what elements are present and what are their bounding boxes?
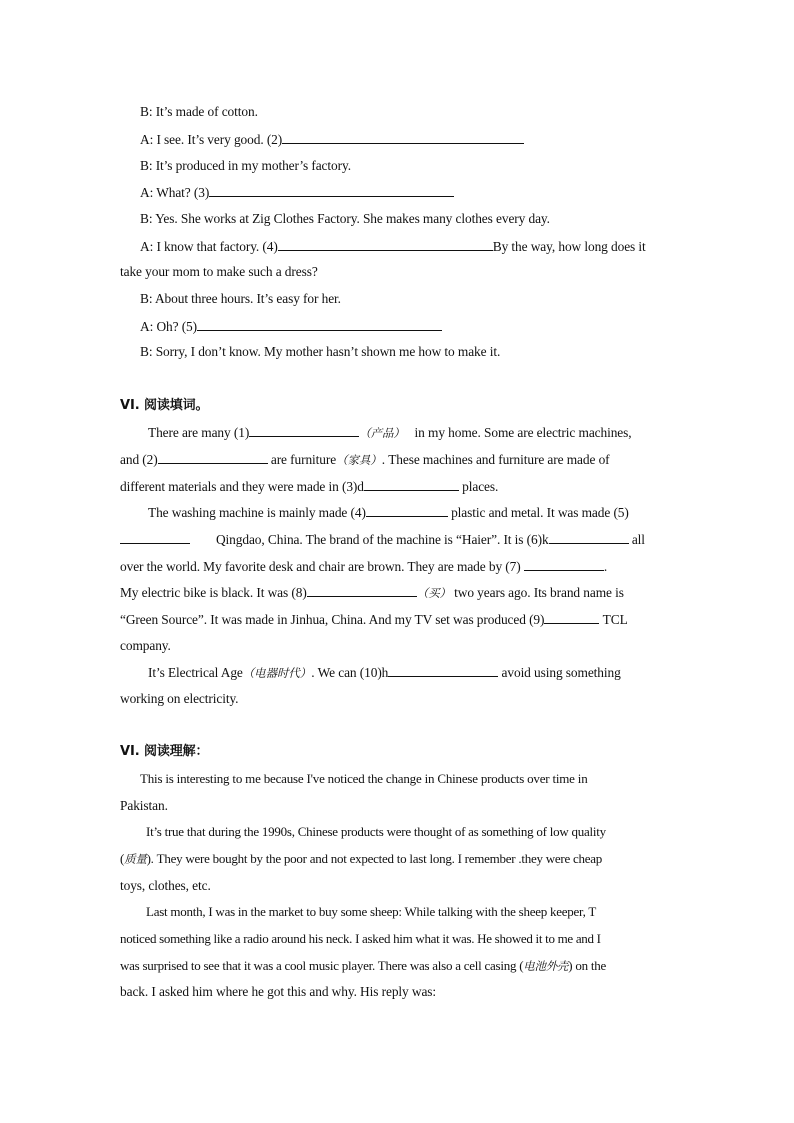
- reading-text: This is interesting to me because I've noticed the change in Chinese products over time in: [140, 771, 588, 786]
- reading-line: [120, 984, 680, 1000]
- cloze-text: . We can (10)h: [311, 665, 389, 680]
- cloze-text: all: [631, 532, 645, 547]
- cloze-text: different materials and they were made in (3)d: [120, 479, 364, 494]
- chinese-hint: 电池外壳: [523, 959, 569, 973]
- cloze-text: Qingdao, China. The brand of the machine is “Haier”. It is (6)k: [215, 532, 549, 547]
- cloze-line: [120, 611, 680, 628]
- cloze-text: plastic and metal. It was made (5): [451, 505, 629, 520]
- cloze-line: [148, 424, 708, 441]
- cloze-line: [120, 638, 680, 654]
- dialogue-line: [140, 344, 700, 360]
- dialogue-text: A: I see. It’s very good. (2): [140, 132, 283, 147]
- dialogue-line: [140, 318, 700, 335]
- cloze-text: .: [603, 559, 608, 574]
- reading-text: Last month, I was in the market to buy some sheep: While talking with the sheep keeper, T: [146, 904, 597, 919]
- reading-line: [120, 798, 680, 814]
- cloze-blank-7[interactable]: [524, 558, 604, 571]
- chinese-hint: （电器时代）: [242, 666, 312, 680]
- dialogue-line: [140, 131, 700, 148]
- section-heading-reading: VI. 阅读理解：: [120, 744, 209, 759]
- cloze-text: over the world. My favorite desk and chair are brown. They are made by (7): [120, 559, 521, 574]
- cloze-text: TCL: [602, 612, 628, 627]
- cloze-text: two years ago. Its brand name is: [454, 585, 624, 600]
- cloze-text: working on electricity.: [120, 691, 239, 706]
- reading-line: [120, 931, 680, 947]
- cloze-blank-9[interactable]: [544, 611, 599, 624]
- dialogue-line: [140, 184, 700, 201]
- cloze-text: and (2): [120, 452, 158, 467]
- dialogue-line: [140, 291, 700, 307]
- reading-line: [120, 958, 680, 974]
- reading-line: [146, 904, 706, 920]
- reading-line: [120, 851, 680, 867]
- cloze-blank-6[interactable]: [549, 531, 629, 544]
- cloze-text: “Green Source”. It was made in Jinhua, China. And my TV set was produced (9): [120, 612, 545, 627]
- cloze-blank-10[interactable]: [388, 664, 498, 677]
- chinese-hint: 质量: [124, 852, 147, 866]
- cloze-blank-2[interactable]: [158, 451, 268, 464]
- cloze-text: There are many (1): [148, 425, 250, 440]
- cloze-text: avoid using something: [501, 665, 621, 680]
- cloze-line: [120, 451, 680, 468]
- dialogue-line: [140, 211, 700, 227]
- cloze-line: [120, 584, 680, 601]
- dialogue-line: [140, 158, 700, 174]
- reading-text: ). They were bought by the poor and not expected to last long. I remember .they were cheap: [146, 851, 603, 866]
- chinese-hint: （产品）: [359, 426, 405, 440]
- cloze-line: [120, 478, 680, 495]
- cloze-text: company.: [120, 638, 171, 653]
- dialogue-text: take your mom to make such a dress?: [120, 264, 318, 279]
- reading-line: [120, 878, 680, 894]
- chinese-hint: （买）: [416, 586, 451, 600]
- cloze-blank-5[interactable]: [120, 531, 190, 544]
- cloze-text: . These machines and furniture are made of: [381, 452, 610, 467]
- reading-text: back. I asked him where he got this and why. His reply was:: [120, 984, 437, 999]
- dialogue-text: A: Oh? (5): [140, 319, 198, 334]
- cloze-line: [120, 558, 680, 575]
- dialogue-text: B: It’s produced in my mother’s factory.: [140, 158, 351, 173]
- dialogue-text: B: Sorry, I don’t know. My mother hasn’t shown me how to make it.: [140, 344, 501, 359]
- cloze-text: in my home. Some are electric machines,: [414, 425, 632, 440]
- reading-text: Pakistan.: [120, 798, 168, 813]
- cloze-line: [148, 504, 708, 521]
- cloze-line: [120, 691, 680, 707]
- reading-text: (: [120, 851, 125, 866]
- dialogue-text: By the way, how long does it: [492, 239, 646, 254]
- answer-blank-5[interactable]: [197, 318, 442, 331]
- cloze-blank-3[interactable]: [364, 478, 459, 491]
- dialogue-text: A: What? (3): [140, 185, 210, 200]
- dialogue-line: [120, 264, 680, 280]
- dialogue-text: A: I know that factory. (4): [140, 239, 278, 254]
- cloze-line: [120, 531, 680, 548]
- dialogue-line: [140, 104, 700, 120]
- answer-blank-3[interactable]: [209, 184, 454, 197]
- cloze-blank-8[interactable]: [307, 584, 417, 597]
- chinese-hint: （家具）: [336, 453, 382, 467]
- reading-line: [146, 824, 706, 840]
- reading-text: ) on the: [568, 958, 607, 973]
- dialogue-line: [140, 238, 670, 255]
- reading-text: toys, clothes, etc.: [120, 878, 211, 893]
- dialogue-text: B: It’s made of cotton.: [140, 104, 258, 119]
- reading-text: noticed something like a radio around his neck. I asked him what it was. He showed it to me and I: [120, 931, 601, 946]
- answer-blank-2[interactable]: [282, 131, 524, 144]
- cloze-blank-4[interactable]: [366, 504, 448, 517]
- dialogue-text: B: About three hours. It’s easy for her.: [140, 291, 341, 306]
- cloze-text: places.: [462, 479, 499, 494]
- cloze-text: My electric bike is black. It was (8): [120, 585, 307, 600]
- cloze-text: are furniture: [270, 452, 337, 467]
- cloze-line: [148, 664, 708, 681]
- reading-line: [140, 771, 700, 787]
- answer-blank-4[interactable]: [278, 238, 493, 251]
- section-heading-cloze: VI. 阅读填词。: [120, 398, 209, 413]
- dialogue-text: B: Yes. She works at Zig Clothes Factory. She makes many clothes every day.: [140, 211, 550, 226]
- reading-text: It’s true that during the 1990s, Chinese products were thought of as something of low quality: [146, 824, 606, 839]
- reading-text: was surprised to see that it was a cool music player. There was also a cell casing (: [120, 958, 524, 973]
- cloze-blank-1[interactable]: [249, 424, 359, 437]
- cloze-text: The washing machine is mainly made (4): [148, 505, 366, 520]
- cloze-text: It’s Electrical Age: [148, 665, 243, 680]
